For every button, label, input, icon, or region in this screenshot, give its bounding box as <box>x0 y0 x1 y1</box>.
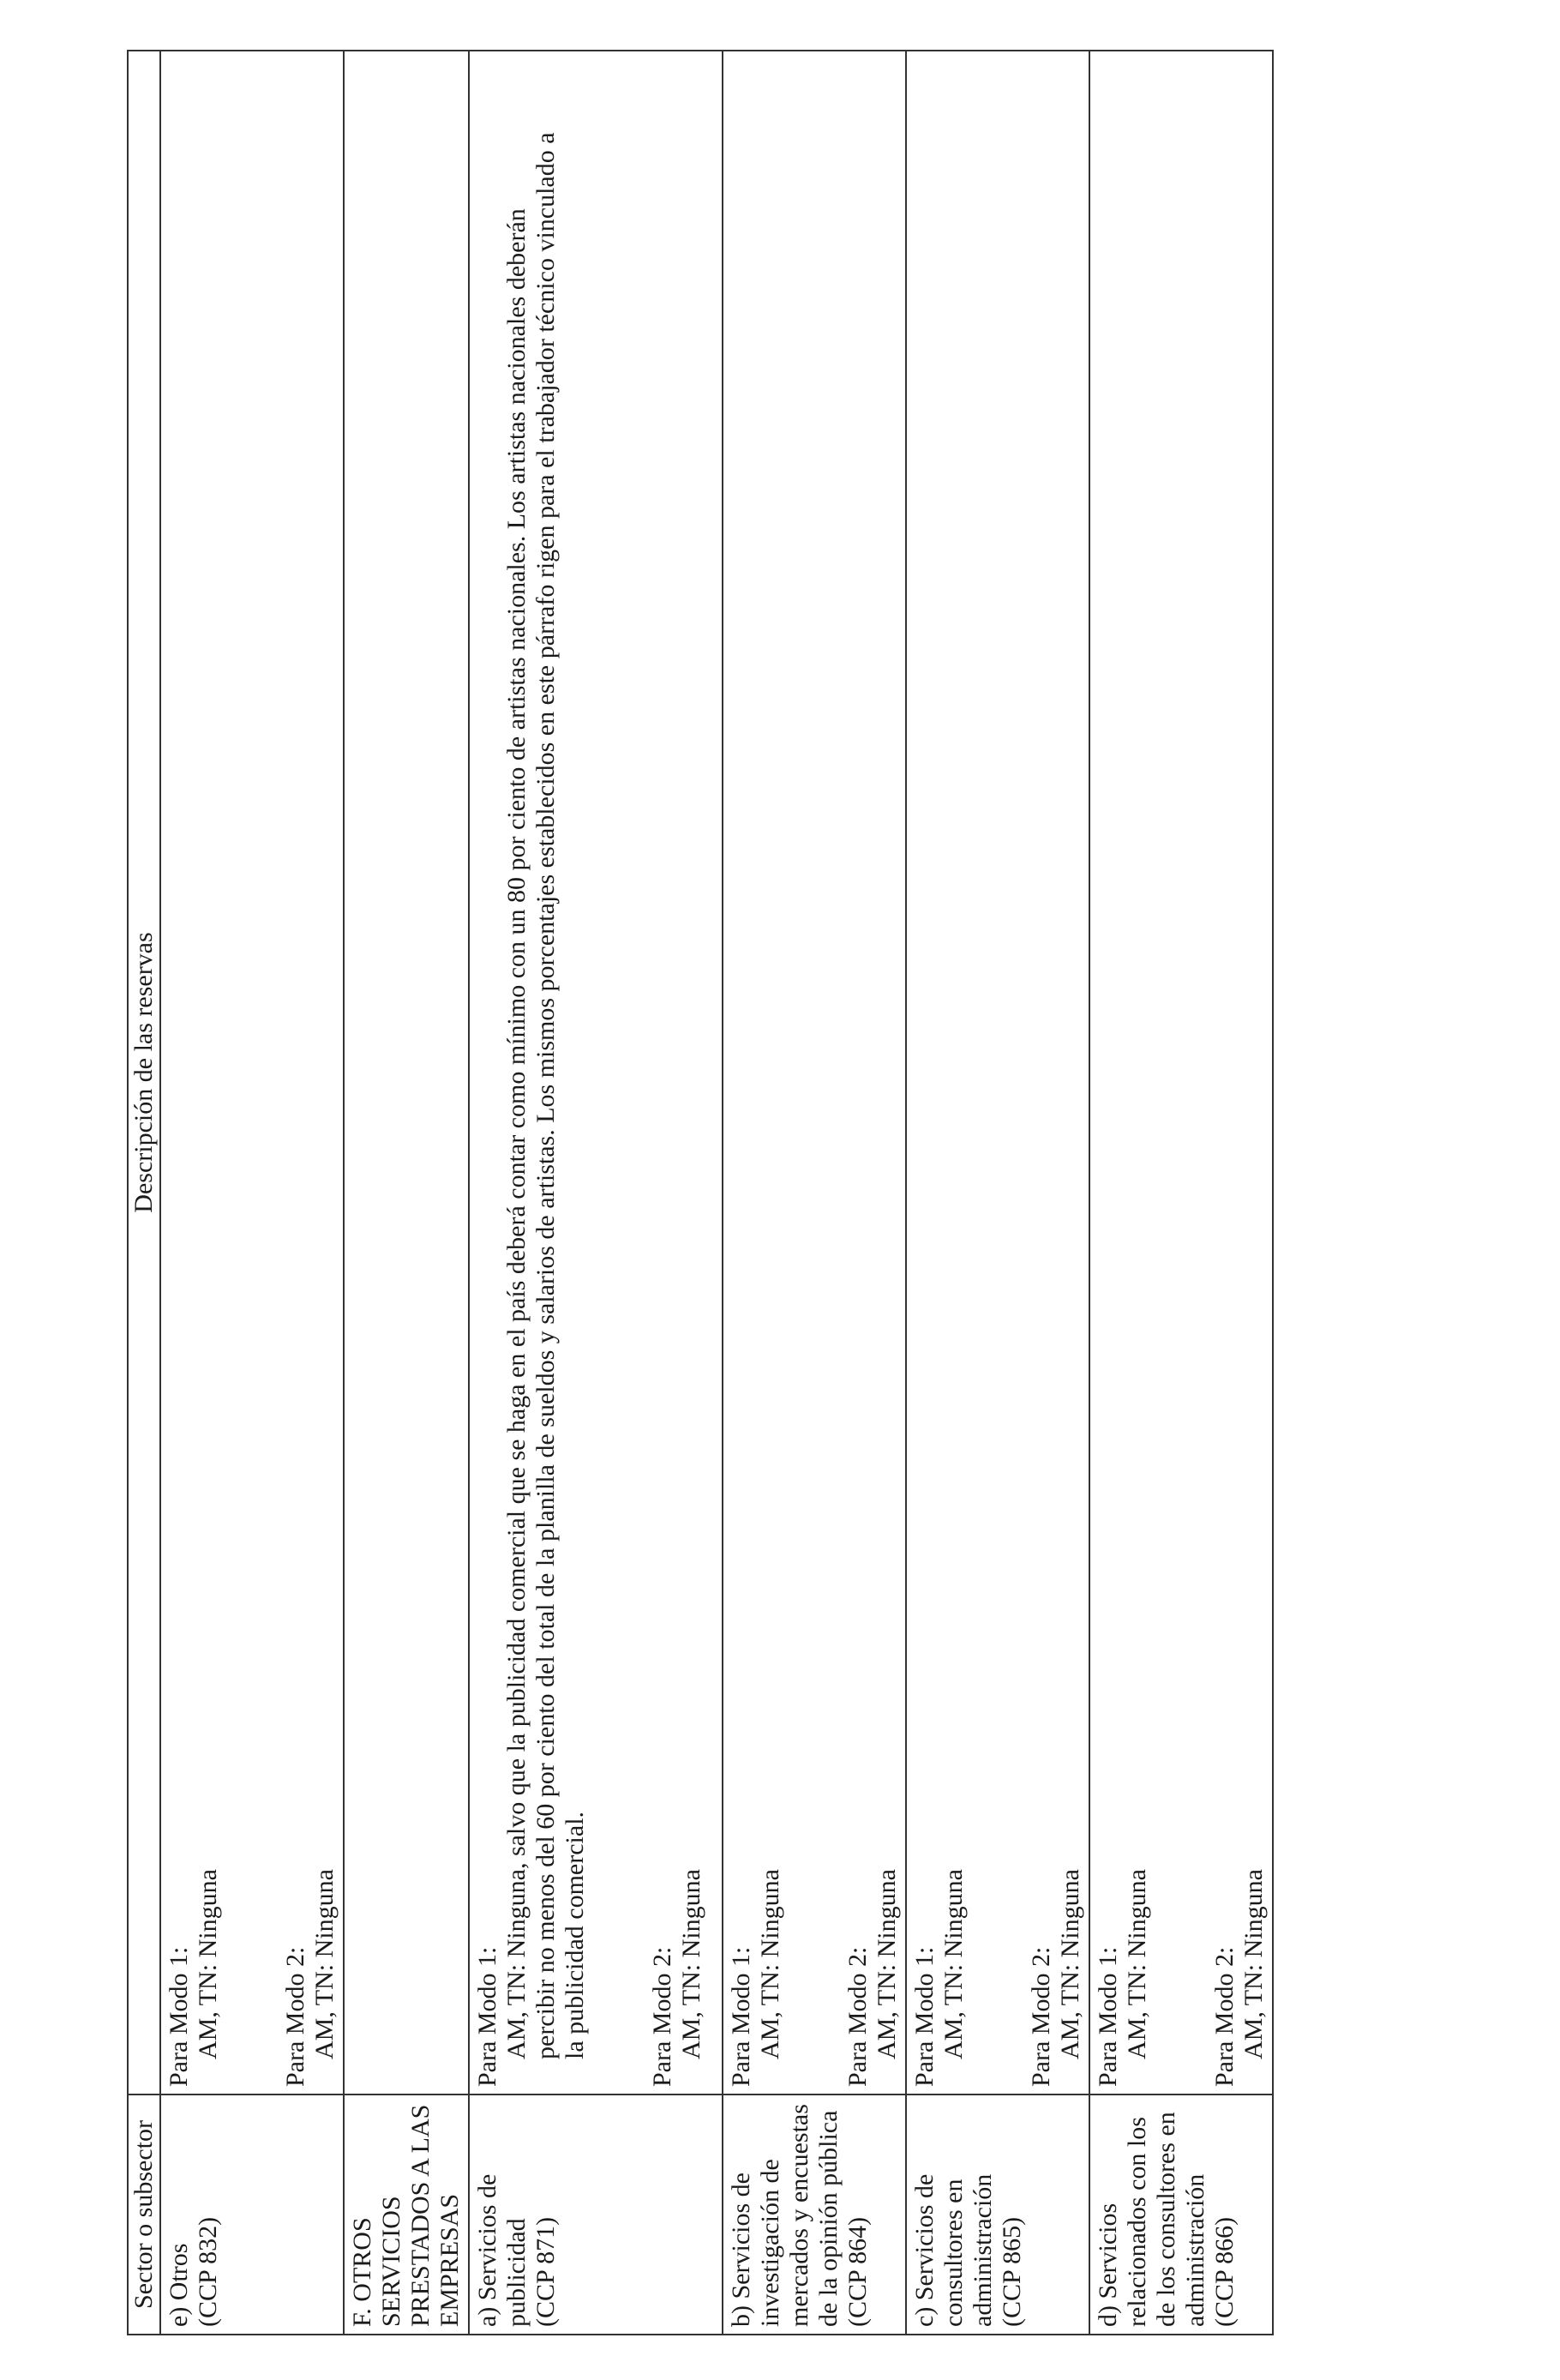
sector-code: (CCP 871) <box>531 2216 560 2327</box>
sector-code: (CCP 865) <box>998 2216 1026 2327</box>
mode2-label: Para Modo 2: <box>1210 1946 1239 2087</box>
sector-name: e) Otros <box>165 2243 193 2327</box>
mode1-label: Para Modo 1: <box>1094 1946 1122 2087</box>
mode1-text: AM, TN: Ninguna <box>1123 1869 1151 2059</box>
sector-name: d) Servicios relacionados con los de los consultores en administración <box>1094 2112 1209 2327</box>
sector-name: c) Servicios de consultores en administración <box>910 2173 997 2327</box>
reservations-table <box>127 50 1274 2335</box>
mode2-text: AM, TN: Ninguna <box>677 1869 705 2059</box>
header-description: Descripción de las reservas <box>128 51 160 2095</box>
sector-name: a) Servicios de publicidad <box>473 2173 531 2327</box>
mode1-label: Para Modo 1: <box>910 1946 939 2087</box>
table-row <box>723 51 906 2335</box>
description-cell <box>344 51 469 2095</box>
sector-cell <box>469 2095 723 2335</box>
rotated-page <box>127 51 1268 2335</box>
mode1-label: Para Modo 1: <box>727 1946 755 2087</box>
description-cell <box>723 51 906 2095</box>
mode2-text: AM, TN: Ninguna <box>873 1869 901 2059</box>
mode1-label: Para Modo 1: <box>165 1946 193 2087</box>
table-row <box>1089 51 1273 2335</box>
section-title-line1: F. OTROS SERVICIOS <box>348 2196 405 2327</box>
mode1-text: AM, TN: Ninguna <box>194 1869 222 2059</box>
mode1-label: Para Modo 1: <box>473 1946 501 2087</box>
mode1-text: AM, TN: Ninguna, salvo que la publicidad comercial que se haga en el país deberá contar como mínimo con un 80 por ciento de artistas nacionales. Los artistas nacionales deberán percibir no menos del 60 por ciento del total de la planilla de sueldos y salarios de artistas. Los mismos porcentajes establecidos en este párrafo rigen para el trabajador técnico vinculado a la publicidad comercial. <box>502 132 589 2059</box>
description-cell <box>469 51 723 2095</box>
table-row <box>469 51 723 2335</box>
header-sector: Sector o subsector <box>128 2095 160 2335</box>
sector-cell <box>723 2095 906 2335</box>
mode1-text: AM, TN: Ninguna <box>939 1869 968 2059</box>
mode2-label: Para Modo 2: <box>648 1946 676 2087</box>
description-cell <box>1089 51 1273 2095</box>
mode2-label: Para Modo 2: <box>281 1946 309 2087</box>
mode1-text: AM, TN: Ninguna <box>756 1869 784 2059</box>
sector-code: (CCP 864) <box>843 2216 872 2327</box>
table-header-row <box>128 51 160 2335</box>
mode2-text: AM, TN: Ninguna <box>1056 1869 1084 2059</box>
sector-code: (CCP 832) <box>194 2216 222 2327</box>
description-cell <box>160 51 344 2095</box>
mode2-label: Para Modo 2: <box>1027 1946 1055 2087</box>
sector-cell <box>1089 2095 1273 2335</box>
table-row <box>160 51 344 2335</box>
mode2-label: Para Modo 2: <box>843 1946 872 2087</box>
sector-code: (CCP 866) <box>1210 2216 1239 2327</box>
section-title-line2: PRESTADOS A LAS EMPRESAS <box>406 2104 464 2327</box>
description-cell <box>906 51 1089 2095</box>
mode2-text: AM, TN: Ninguna <box>310 1869 339 2059</box>
table-row <box>344 51 469 2335</box>
sector-cell <box>160 2095 344 2335</box>
sector-cell <box>906 2095 1089 2335</box>
sector-cell <box>344 2095 469 2335</box>
mode2-text: AM, TN: Ninguna <box>1239 1869 1268 2059</box>
sector-name: b) Servicios de investigación de mercados y encuestas de la opinión pública <box>727 2104 843 2327</box>
table-row <box>906 51 1089 2335</box>
